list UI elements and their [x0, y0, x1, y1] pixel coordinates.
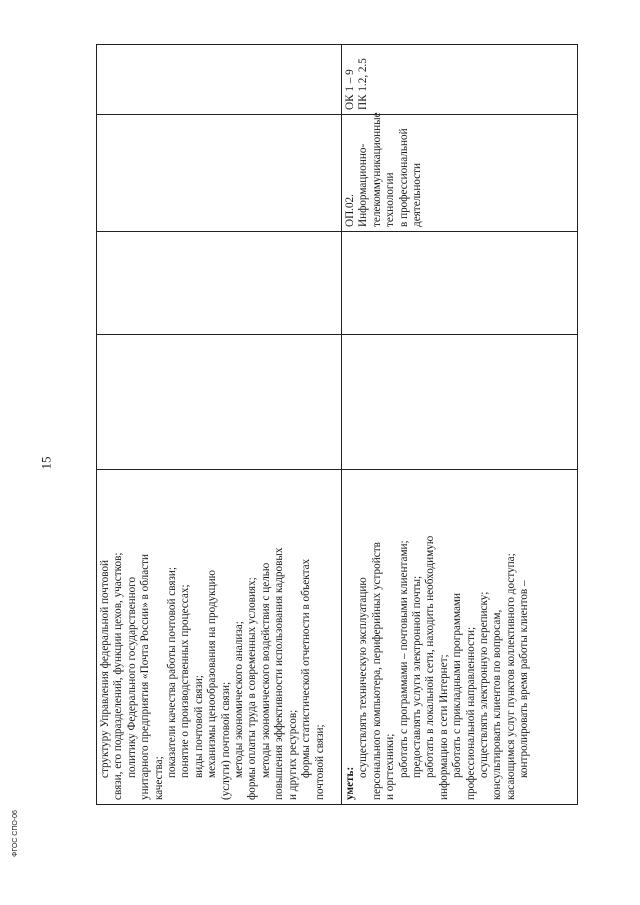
knowledge-line: (услуги) почтовой связи;: [219, 681, 232, 800]
competency-line: ПК 1.2, 2.5: [357, 58, 370, 110]
rotated-table-wrapper: [96, 45, 531, 805]
skills-line: консультировать клиентов по вопросам,: [491, 609, 504, 800]
knowledge-line: почтовой связи;: [313, 724, 326, 800]
skills-line: осуществлять техническую эксплуатацию: [357, 577, 370, 778]
knowledge-line: понятие о производственных процессах;: [179, 584, 192, 778]
table-row: [342, 45, 578, 805]
page-number: 15: [38, 456, 54, 470]
table-row: [97, 45, 342, 805]
skills-cell: [342, 470, 578, 805]
skills-line: работать с прикладными программами: [451, 593, 464, 778]
skills-line: осуществлять электронную переписку;: [478, 591, 491, 778]
competency-cell: [342, 45, 578, 115]
knowledge-cell: [97, 470, 342, 805]
skills-line: информацию в сети Интернет;: [437, 654, 450, 800]
knowledge-line: структуру Управления федеральной почтовой: [99, 559, 111, 778]
skills-heading: уметь:: [344, 766, 356, 800]
skills-line: профессиональной направленности;: [464, 626, 477, 800]
empty-cell: [97, 232, 342, 335]
footer-label: ФГОС СПО-06: [11, 810, 19, 857]
discipline-line: деятельности: [411, 162, 424, 227]
skills-line: и оргтехники;: [384, 733, 397, 800]
skills-line: касающимся услуг пунктов коллективного доступа;: [504, 553, 517, 800]
discipline-line: ОП.02.: [344, 194, 356, 227]
knowledge-line: виды почтовой связи;: [192, 675, 205, 778]
knowledge-line: методы экономического воздействия с целью: [259, 562, 272, 778]
empty-cell: [342, 335, 578, 470]
knowledge-line: политику Федерального государственного: [125, 576, 138, 778]
skills-line: работать в локальной сети, находить необходимую: [424, 535, 437, 778]
knowledge-line: унитарного предприятия «Почта России» в области: [139, 553, 152, 800]
competency-line: ОК 1 – 9: [344, 69, 356, 110]
knowledge-line: повышения эффективности использования кадровых: [273, 547, 286, 800]
discipline-line: технологии: [384, 172, 397, 227]
empty-cell: [97, 115, 342, 232]
knowledge-line: показатели качества работы почтовой связи;: [166, 566, 179, 778]
discipline-line: Информационно-: [357, 143, 370, 227]
discipline-line: телекоммуникационные: [370, 112, 383, 227]
skills-line: контролировать время работы клиентов –: [518, 580, 531, 778]
knowledge-line: связи, его подразделений, функции цехов, участков;: [112, 552, 125, 800]
skills-line: персонального компьютера, периферийных устройств: [370, 542, 383, 800]
knowledge-line: формы оплаты труда в современных условиях;: [246, 577, 259, 800]
empty-cell: [342, 232, 578, 335]
skills-line: предоставлять услуги электронной почты;: [411, 575, 424, 778]
knowledge-line: методы экономического анализа;: [233, 621, 246, 778]
knowledge-line: и других ресурсов;: [286, 709, 299, 800]
discipline-cell: [342, 112, 578, 232]
empty-cell: [97, 45, 342, 115]
knowledge-line: качества;: [152, 756, 165, 800]
empty-cell: [97, 335, 342, 470]
discipline-line: в профессиональной: [397, 128, 410, 227]
skills-line: работать с программами – почтовыми клиентами;: [397, 540, 410, 778]
knowledge-line: формы статистической отчетности в объектах: [300, 558, 313, 778]
competency-table: [96, 44, 578, 805]
knowledge-line: механизмы ценообразования на продукцию: [206, 570, 219, 778]
